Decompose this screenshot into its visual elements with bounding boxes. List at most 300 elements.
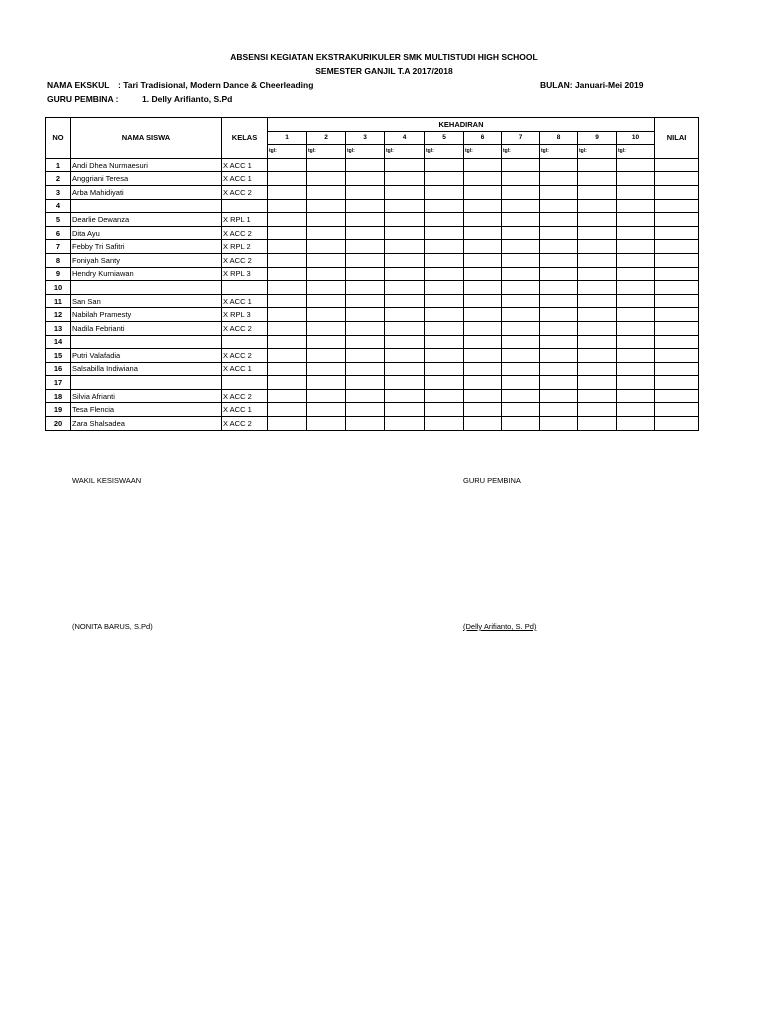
table-row bbox=[46, 199, 699, 213]
attendance-cell bbox=[346, 389, 385, 403]
attendance-cell bbox=[578, 281, 617, 295]
student-name: Tesa Flencia bbox=[71, 403, 222, 417]
nilai-cell bbox=[655, 267, 699, 281]
attendance-cell bbox=[307, 335, 346, 349]
attendance-cell bbox=[617, 213, 655, 227]
attendance-cell bbox=[540, 267, 578, 281]
attendance-cell bbox=[307, 417, 346, 431]
student-class: X ACC 2 bbox=[222, 349, 268, 363]
attendance-cell bbox=[502, 281, 540, 295]
attendance-cell bbox=[268, 281, 307, 295]
attendance-cell bbox=[578, 389, 617, 403]
table-row bbox=[46, 172, 699, 186]
attendance-cell bbox=[307, 308, 346, 322]
attendance-cell bbox=[268, 294, 307, 308]
table-row bbox=[46, 308, 699, 322]
row-number: 8 bbox=[46, 253, 71, 267]
attendance-cell bbox=[346, 267, 385, 281]
attendance-cell bbox=[617, 335, 655, 349]
attendance-cell bbox=[464, 308, 502, 322]
attendance-cell bbox=[578, 376, 617, 390]
attendance-cell bbox=[385, 294, 425, 308]
attendance-cell bbox=[346, 417, 385, 431]
attendance-cell bbox=[464, 349, 502, 363]
attendance-cell bbox=[502, 213, 540, 227]
attendance-cell bbox=[268, 389, 307, 403]
attendance-cell bbox=[617, 267, 655, 281]
attendance-cell bbox=[502, 362, 540, 376]
student-class: X RPL 1 bbox=[222, 213, 268, 227]
attendance-cell bbox=[425, 308, 464, 322]
nilai-cell bbox=[655, 362, 699, 376]
student-class bbox=[222, 281, 268, 295]
tgl-cell: tgl: bbox=[385, 145, 425, 159]
nilai-cell bbox=[655, 349, 699, 363]
attendance-cell bbox=[617, 321, 655, 335]
row-number: 2 bbox=[46, 172, 71, 186]
attendance-cell bbox=[464, 199, 502, 213]
attendance-cell bbox=[307, 362, 346, 376]
ekskul-value: : Tari Tradisional, Modern Dance & Cheerleading bbox=[118, 80, 314, 90]
attendance-cell bbox=[385, 267, 425, 281]
attendance-cell bbox=[385, 172, 425, 186]
student-class: X RPL 3 bbox=[222, 267, 268, 281]
attendance-cell bbox=[268, 403, 307, 417]
attendance-cell bbox=[464, 335, 502, 349]
attendance-cell bbox=[578, 294, 617, 308]
attendance-cell bbox=[464, 185, 502, 199]
nilai-cell bbox=[655, 240, 699, 254]
attendance-cell bbox=[578, 308, 617, 322]
tgl-cell: tgl: bbox=[617, 145, 655, 159]
student-name: Silvia Afrianti bbox=[71, 389, 222, 403]
table-row bbox=[46, 158, 699, 172]
student-name: Putri Valafadia bbox=[71, 349, 222, 363]
row-number: 1 bbox=[46, 158, 71, 172]
attendance-cell bbox=[346, 349, 385, 363]
attendance-cell bbox=[346, 362, 385, 376]
table-row bbox=[46, 213, 699, 227]
attendance-cell bbox=[307, 172, 346, 186]
nilai-cell bbox=[655, 281, 699, 295]
attendance-cell bbox=[617, 294, 655, 308]
student-class: X ACC 2 bbox=[222, 253, 268, 267]
tgl-cell: tgl: bbox=[464, 145, 502, 159]
nilai-cell bbox=[655, 158, 699, 172]
row-number: 5 bbox=[46, 213, 71, 227]
nilai-cell bbox=[655, 335, 699, 349]
row-number: 6 bbox=[46, 226, 71, 240]
attendance-cell bbox=[385, 240, 425, 254]
attendance-cell bbox=[385, 335, 425, 349]
row-number: 13 bbox=[46, 321, 71, 335]
attendance-cell bbox=[425, 172, 464, 186]
attendance-cell bbox=[540, 308, 578, 322]
attendance-cell bbox=[425, 240, 464, 254]
nilai-cell bbox=[655, 403, 699, 417]
attendance-cell bbox=[425, 362, 464, 376]
student-name: Salsabilla Indiwiana bbox=[71, 362, 222, 376]
nilai-cell bbox=[655, 294, 699, 308]
attendance-cell bbox=[502, 389, 540, 403]
attendance-cell bbox=[385, 321, 425, 335]
table-row bbox=[46, 349, 699, 363]
attendance-cell bbox=[346, 172, 385, 186]
attendance-cell bbox=[617, 240, 655, 254]
attendance-cell bbox=[385, 253, 425, 267]
attendance-cell bbox=[540, 417, 578, 431]
attendance-cell bbox=[617, 389, 655, 403]
attendance-cell bbox=[346, 226, 385, 240]
table-row bbox=[46, 335, 699, 349]
tgl-cell: tgl: bbox=[502, 145, 540, 159]
student-name: Dita Ayu bbox=[71, 226, 222, 240]
attendance-cell bbox=[385, 349, 425, 363]
attendance-cell bbox=[502, 403, 540, 417]
attendance-cell bbox=[425, 267, 464, 281]
attendance-cell bbox=[617, 199, 655, 213]
attendance-cell bbox=[502, 226, 540, 240]
attendance-cell bbox=[385, 185, 425, 199]
guru-pembina-label: GURU PEMBINA : bbox=[47, 94, 119, 104]
attendance-cell bbox=[425, 281, 464, 295]
attendance-cell bbox=[268, 226, 307, 240]
student-class bbox=[222, 376, 268, 390]
attendance-cell bbox=[268, 335, 307, 349]
row-number: 4 bbox=[46, 199, 71, 213]
session-header: 5 bbox=[425, 131, 464, 145]
attendance-cell bbox=[425, 389, 464, 403]
attendance-cell bbox=[268, 213, 307, 227]
nilai-cell bbox=[655, 213, 699, 227]
row-number: 9 bbox=[46, 267, 71, 281]
attendance-cell bbox=[346, 335, 385, 349]
attendance-cell bbox=[307, 267, 346, 281]
student-class: X RPL 3 bbox=[222, 308, 268, 322]
attendance-cell bbox=[385, 158, 425, 172]
row-number: 18 bbox=[46, 389, 71, 403]
student-class: X ACC 1 bbox=[222, 362, 268, 376]
attendance-cell bbox=[540, 240, 578, 254]
student-name: Nabilah Pramesty bbox=[71, 308, 222, 322]
student-name: Andi Dhea Nurmaesuri bbox=[71, 158, 222, 172]
attendance-cell bbox=[540, 362, 578, 376]
signature-left-name: (NONITA BARUS, S.Pd) bbox=[72, 622, 153, 631]
table-row bbox=[46, 403, 699, 417]
table-row bbox=[46, 185, 699, 199]
header-nilai: NILAI bbox=[655, 118, 699, 159]
attendance-cell bbox=[307, 321, 346, 335]
table-row bbox=[46, 253, 699, 267]
attendance-cell bbox=[617, 226, 655, 240]
attendance-cell bbox=[464, 294, 502, 308]
row-number: 12 bbox=[46, 308, 71, 322]
attendance-cell bbox=[268, 185, 307, 199]
attendance-cell bbox=[502, 417, 540, 431]
attendance-cell bbox=[346, 281, 385, 295]
attendance-cell bbox=[307, 199, 346, 213]
nilai-cell bbox=[655, 226, 699, 240]
attendance-cell bbox=[502, 349, 540, 363]
attendance-cell bbox=[268, 376, 307, 390]
attendance-cell bbox=[385, 403, 425, 417]
student-name: Foniyah Santy bbox=[71, 253, 222, 267]
signature-left-role: WAKIL KESISWAAN bbox=[72, 476, 142, 485]
guru-pembina-value: 1. Delly Arifianto, S.Pd bbox=[142, 94, 233, 104]
nilai-cell bbox=[655, 253, 699, 267]
attendance-cell bbox=[540, 213, 578, 227]
tgl-cell: tgl: bbox=[425, 145, 464, 159]
student-class bbox=[222, 199, 268, 213]
student-name: Dearlie Dewanza bbox=[71, 213, 222, 227]
session-header: 4 bbox=[385, 131, 425, 145]
attendance-cell bbox=[617, 158, 655, 172]
attendance-cell bbox=[307, 389, 346, 403]
table-row bbox=[46, 294, 699, 308]
attendance-cell bbox=[425, 199, 464, 213]
student-name: San San bbox=[71, 294, 222, 308]
attendance-cell bbox=[385, 281, 425, 295]
attendance-cell bbox=[268, 267, 307, 281]
attendance-cell bbox=[268, 253, 307, 267]
attendance-cell bbox=[617, 172, 655, 186]
session-header: 3 bbox=[346, 131, 385, 145]
row-number: 20 bbox=[46, 417, 71, 431]
header-kehadiran: KEHADIRAN bbox=[268, 118, 655, 132]
attendance-cell bbox=[268, 158, 307, 172]
attendance-cell bbox=[617, 308, 655, 322]
tgl-cell: tgl: bbox=[578, 145, 617, 159]
attendance-cell bbox=[346, 253, 385, 267]
attendance-cell bbox=[385, 362, 425, 376]
student-class: X ACC 2 bbox=[222, 417, 268, 431]
attendance-cell bbox=[617, 349, 655, 363]
attendance-cell bbox=[464, 267, 502, 281]
attendance-cell bbox=[307, 281, 346, 295]
signature-right-name: (Delly Arifianto, S. Pd) bbox=[463, 622, 537, 631]
attendance-cell bbox=[425, 185, 464, 199]
student-name: Anggriani Teresa bbox=[71, 172, 222, 186]
attendance-cell bbox=[502, 158, 540, 172]
row-number: 17 bbox=[46, 376, 71, 390]
student-class: X ACC 1 bbox=[222, 403, 268, 417]
header-kelas: KELAS bbox=[222, 118, 268, 159]
attendance-cell bbox=[425, 335, 464, 349]
attendance-cell bbox=[502, 267, 540, 281]
table-row bbox=[46, 267, 699, 281]
signature-right-role: GURU PEMBINA bbox=[463, 476, 521, 485]
row-number: 14 bbox=[46, 335, 71, 349]
attendance-cell bbox=[307, 185, 346, 199]
attendance-cell bbox=[425, 403, 464, 417]
attendance-cell bbox=[385, 226, 425, 240]
session-header: 8 bbox=[540, 131, 578, 145]
table-row bbox=[46, 376, 699, 390]
attendance-cell bbox=[425, 321, 464, 335]
attendance-cell bbox=[385, 389, 425, 403]
student-class: X ACC 2 bbox=[222, 321, 268, 335]
attendance-cell bbox=[502, 172, 540, 186]
student-name: Nadila Febrianti bbox=[71, 321, 222, 335]
attendance-cell bbox=[307, 376, 346, 390]
attendance-cell bbox=[307, 294, 346, 308]
tgl-cell: tgl: bbox=[540, 145, 578, 159]
row-number: 7 bbox=[46, 240, 71, 254]
attendance-cell bbox=[464, 281, 502, 295]
attendance-cell bbox=[540, 403, 578, 417]
student-name bbox=[71, 335, 222, 349]
attendance-cell bbox=[540, 158, 578, 172]
attendance-cell bbox=[307, 213, 346, 227]
attendance-cell bbox=[464, 362, 502, 376]
attendance-cell bbox=[617, 362, 655, 376]
attendance-cell bbox=[346, 213, 385, 227]
attendance-cell bbox=[540, 349, 578, 363]
student-name bbox=[71, 199, 222, 213]
attendance-cell bbox=[540, 376, 578, 390]
attendance-cell bbox=[464, 253, 502, 267]
nilai-cell bbox=[655, 376, 699, 390]
attendance-cell bbox=[385, 376, 425, 390]
attendance-cell bbox=[464, 158, 502, 172]
attendance-cell bbox=[307, 403, 346, 417]
attendance-cell bbox=[346, 158, 385, 172]
nilai-cell bbox=[655, 185, 699, 199]
attendance-cell bbox=[307, 349, 346, 363]
table-row bbox=[46, 417, 699, 431]
attendance-cell bbox=[578, 267, 617, 281]
attendance-cell bbox=[464, 240, 502, 254]
attendance-cell bbox=[464, 376, 502, 390]
attendance-cell bbox=[425, 376, 464, 390]
attendance-cell bbox=[578, 321, 617, 335]
attendance-cell bbox=[578, 362, 617, 376]
attendance-cell bbox=[268, 308, 307, 322]
document-subtitle: SEMESTER GANJIL T.A 2017/2018 bbox=[315, 66, 453, 76]
attendance-cell bbox=[578, 158, 617, 172]
row-number: 11 bbox=[46, 294, 71, 308]
row-number: 15 bbox=[46, 349, 71, 363]
row-number: 3 bbox=[46, 185, 71, 199]
attendance-cell bbox=[502, 308, 540, 322]
attendance-cell bbox=[578, 417, 617, 431]
attendance-cell bbox=[617, 253, 655, 267]
session-header: 7 bbox=[502, 131, 540, 145]
nilai-cell bbox=[655, 417, 699, 431]
attendance-cell bbox=[346, 294, 385, 308]
attendance-cell bbox=[578, 335, 617, 349]
row-number: 10 bbox=[46, 281, 71, 295]
attendance-cell bbox=[540, 281, 578, 295]
attendance-cell bbox=[425, 226, 464, 240]
attendance-cell bbox=[578, 213, 617, 227]
nilai-cell bbox=[655, 172, 699, 186]
attendance-cell bbox=[464, 172, 502, 186]
attendance-cell bbox=[540, 321, 578, 335]
attendance-cell bbox=[617, 376, 655, 390]
attendance-cell bbox=[425, 294, 464, 308]
attendance-cell bbox=[540, 199, 578, 213]
attendance-cell bbox=[578, 240, 617, 254]
nilai-cell bbox=[655, 321, 699, 335]
student-class: X ACC 1 bbox=[222, 172, 268, 186]
attendance-cell bbox=[464, 321, 502, 335]
table-row bbox=[46, 321, 699, 335]
tgl-cell: tgl: bbox=[268, 145, 307, 159]
attendance-cell bbox=[540, 172, 578, 186]
attendance-cell bbox=[464, 226, 502, 240]
attendance-cell bbox=[346, 240, 385, 254]
attendance-cell bbox=[346, 321, 385, 335]
attendance-cell bbox=[502, 199, 540, 213]
attendance-cell bbox=[464, 213, 502, 227]
nilai-cell bbox=[655, 389, 699, 403]
header-nama-siswa: NAMA SISWA bbox=[71, 118, 222, 159]
attendance-cell bbox=[425, 253, 464, 267]
student-class: X ACC 2 bbox=[222, 185, 268, 199]
attendance-cell bbox=[346, 376, 385, 390]
attendance-cell bbox=[540, 185, 578, 199]
ekskul-label: NAMA EKSKUL bbox=[47, 80, 110, 90]
attendance-cell bbox=[268, 199, 307, 213]
attendance-cell bbox=[578, 172, 617, 186]
attendance-cell bbox=[540, 335, 578, 349]
attendance-cell bbox=[464, 403, 502, 417]
attendance-cell bbox=[502, 253, 540, 267]
attendance-cell bbox=[385, 213, 425, 227]
row-number: 16 bbox=[46, 362, 71, 376]
student-class bbox=[222, 335, 268, 349]
header-no: NO bbox=[46, 118, 71, 159]
attendance-cell bbox=[502, 185, 540, 199]
student-name: Arba Mahidiyati bbox=[71, 185, 222, 199]
tgl-cell: tgl: bbox=[307, 145, 346, 159]
session-header: 1 bbox=[268, 131, 307, 145]
document-title: ABSENSI KEGIATAN EKSTRAKURIKULER SMK MULTISTUDI HIGH SCHOOL bbox=[230, 52, 538, 62]
table-row bbox=[46, 389, 699, 403]
attendance-cell bbox=[346, 308, 385, 322]
tgl-cell: tgl: bbox=[346, 145, 385, 159]
attendance-cell bbox=[425, 158, 464, 172]
attendance-cell bbox=[268, 362, 307, 376]
attendance-cell bbox=[268, 349, 307, 363]
bulan-label: BULAN: Januari-Mei 2019 bbox=[540, 80, 644, 90]
attendance-cell bbox=[268, 172, 307, 186]
attendance-cell bbox=[268, 321, 307, 335]
table-row bbox=[46, 281, 699, 295]
attendance-cell bbox=[464, 389, 502, 403]
attendance-cell bbox=[578, 253, 617, 267]
table-row bbox=[46, 240, 699, 254]
table-row bbox=[46, 226, 699, 240]
student-name: Hendry Kurniawan bbox=[71, 267, 222, 281]
attendance-cell bbox=[464, 417, 502, 431]
session-header: 6 bbox=[464, 131, 502, 145]
attendance-cell bbox=[385, 199, 425, 213]
attendance-cell bbox=[578, 226, 617, 240]
row-number: 19 bbox=[46, 403, 71, 417]
attendance-cell bbox=[425, 349, 464, 363]
attendance-cell bbox=[617, 403, 655, 417]
session-header: 9 bbox=[578, 131, 617, 145]
attendance-cell bbox=[578, 403, 617, 417]
attendance-cell bbox=[540, 226, 578, 240]
attendance-cell bbox=[268, 240, 307, 254]
attendance-cell bbox=[346, 199, 385, 213]
attendance-cell bbox=[617, 417, 655, 431]
attendance-cell bbox=[346, 185, 385, 199]
attendance-cell bbox=[502, 240, 540, 254]
